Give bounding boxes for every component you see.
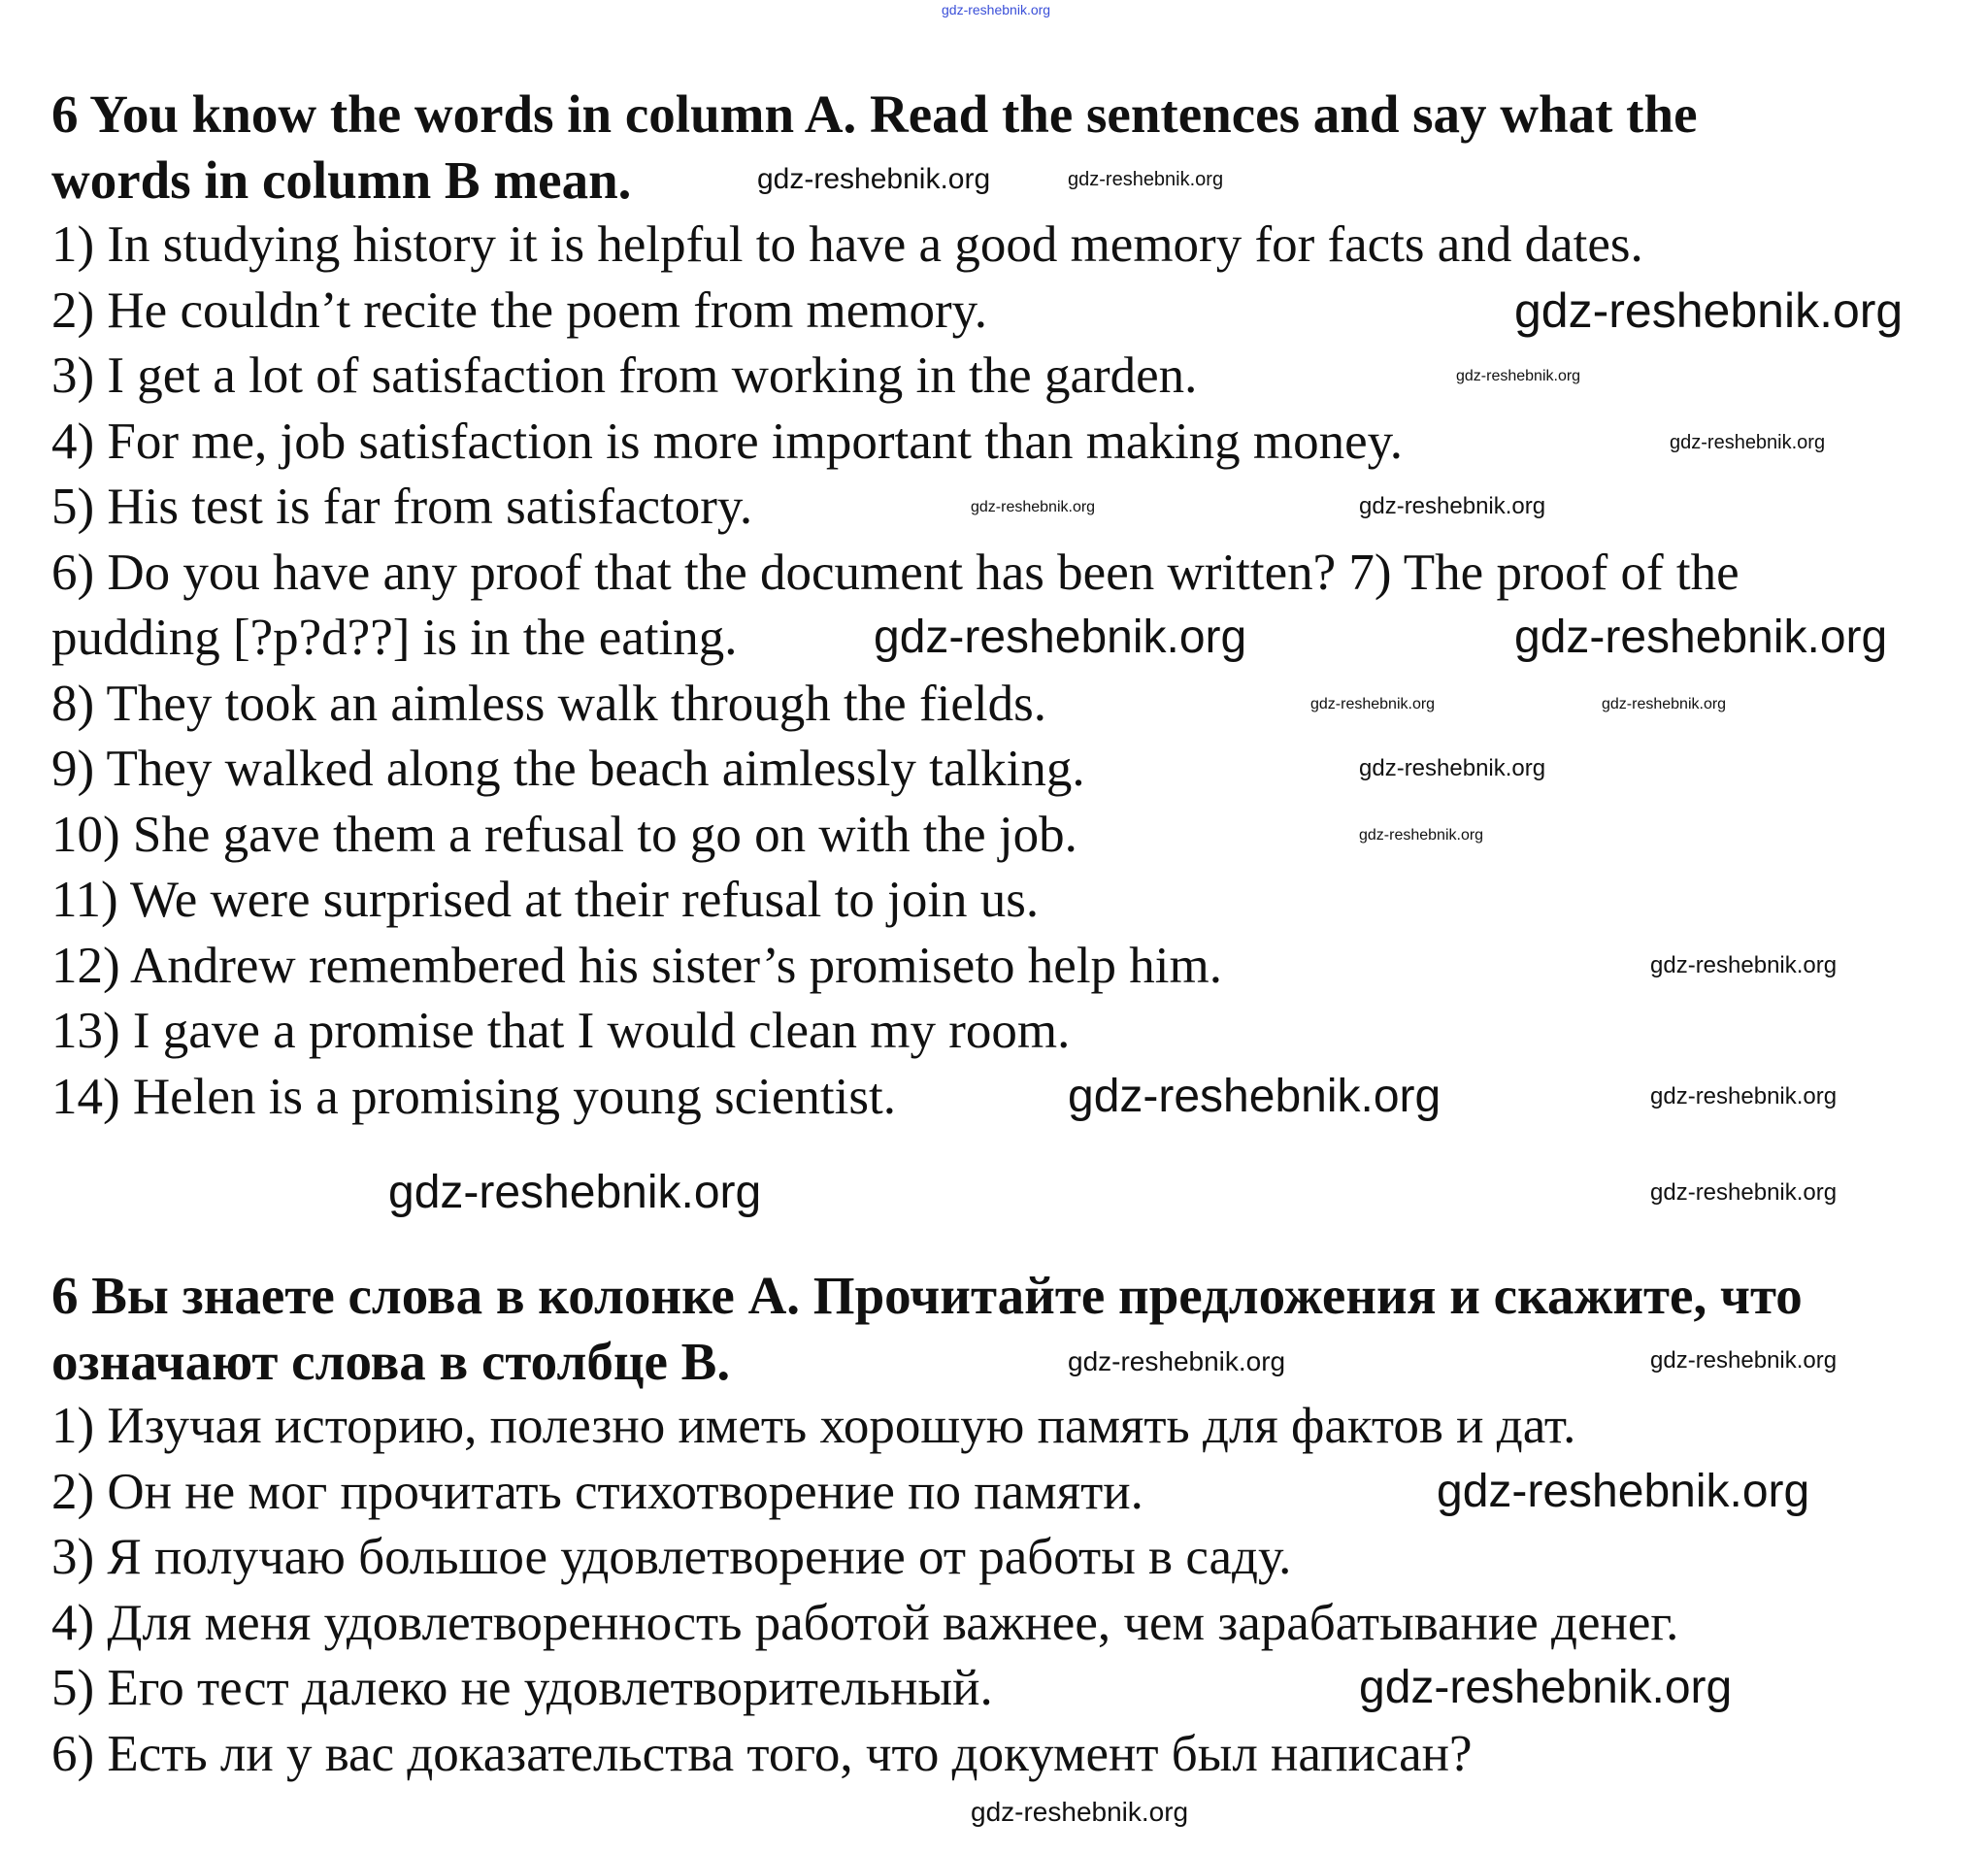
watermark-top: gdz-reshebnik.org [942,2,1051,17]
watermark: gdz-reshebnik.org [874,612,1247,663]
watermark: gdz-reshebnik.org [1068,1071,1441,1122]
watermark: gdz-reshebnik.org [1514,283,1904,338]
watermark: gdz-reshebnik.org [388,1167,762,1218]
exercise-heading: означают слова в столбце В. [51,1332,731,1391]
sentence: 10) She gave them a refusal to go on with the job. [51,807,1077,863]
watermark: gdz-reshebnik.org [1670,432,1826,453]
sentence: 6) Есть ли у вас доказательства того, что документ был написан? [51,1726,1473,1782]
watermark: gdz-reshebnik.org [1359,755,1546,781]
watermark: gdz-reshebnik.org [1602,696,1727,712]
exercise-heading: 6 Вы знаете слова в колонке А. Прочитайте предложения и скажите, что [51,1266,1803,1325]
sentence: 1) In studying history it is helpful to have a good memory for facts and dates. [51,216,1643,273]
watermark: gdz-reshebnik.org [757,163,991,195]
sentence: 2) Он не мог прочитать стихотворение по памяти. [51,1464,1143,1520]
watermark: gdz-reshebnik.org [1310,696,1436,712]
sentence: 13) I gave a promise that I would clean my room. [51,1003,1071,1059]
sentence: 4) For me, job satisfaction is more important than making money. [51,414,1403,470]
sentence: 9) They walked along the beach aimlessly talking. [51,741,1085,797]
sentence: 6) Do you have any proof that the document has been written? 7) The proof of the [51,545,1740,601]
sentence: 5) His test is far from satisfactory. [51,479,753,535]
sentence: 3) I get a lot of satisfaction from working in the garden. [51,348,1198,404]
sentence: 14) Helen is a promising young scientist. [51,1069,896,1125]
watermark: gdz-reshebnik.org [1650,1179,1838,1206]
watermark: gdz-reshebnik.org [971,499,1096,515]
watermark: gdz-reshebnik.org [1359,827,1484,844]
watermark: gdz-reshebnik.org [1650,1347,1838,1374]
watermark: gdz-reshebnik.org [1456,368,1581,384]
watermark: gdz-reshebnik.org [971,1797,1189,1827]
sentence: 5) Его тест далеко не удовлетворительный. [51,1660,993,1716]
sentence: 3) Я получаю большое удовлетворение от работы в саду. [51,1529,1292,1585]
exercise-heading: words in column B mean. [51,150,632,210]
watermark: gdz-reshebnik.org [1650,1083,1838,1109]
sentence: pudding [?p?d??] is in the eating. [51,610,738,666]
sentence: 12) Andrew remembered his sister’s promiseto help him. [51,938,1223,994]
sentence: 2) He couldn’t recite the poem from memory. [51,282,987,339]
watermark: gdz-reshebnik.org [1514,612,1888,663]
watermark: gdz-reshebnik.org [1359,1662,1733,1713]
watermark: gdz-reshebnik.org [1068,169,1224,190]
sentence: 4) Для меня удовлетворенность работой важнее, чем зарабатывание денег. [51,1595,1679,1651]
watermark: gdz-reshebnik.org [1359,493,1546,519]
watermark: gdz-reshebnik.org [1437,1466,1810,1517]
sentence: 1) Изучая историю, полезно иметь хорошую память для фактов и дат. [51,1398,1576,1454]
exercise-heading: 6 You know the words in column A. Read the sentences and say what the [51,84,1698,144]
sentence: 11) We were surprised at their refusal to join us. [51,872,1040,928]
watermark: gdz-reshebnik.org [1068,1346,1286,1376]
sentence: 8) They took an aimless walk through the fields. [51,676,1046,732]
watermark: gdz-reshebnik.org [1650,952,1838,978]
